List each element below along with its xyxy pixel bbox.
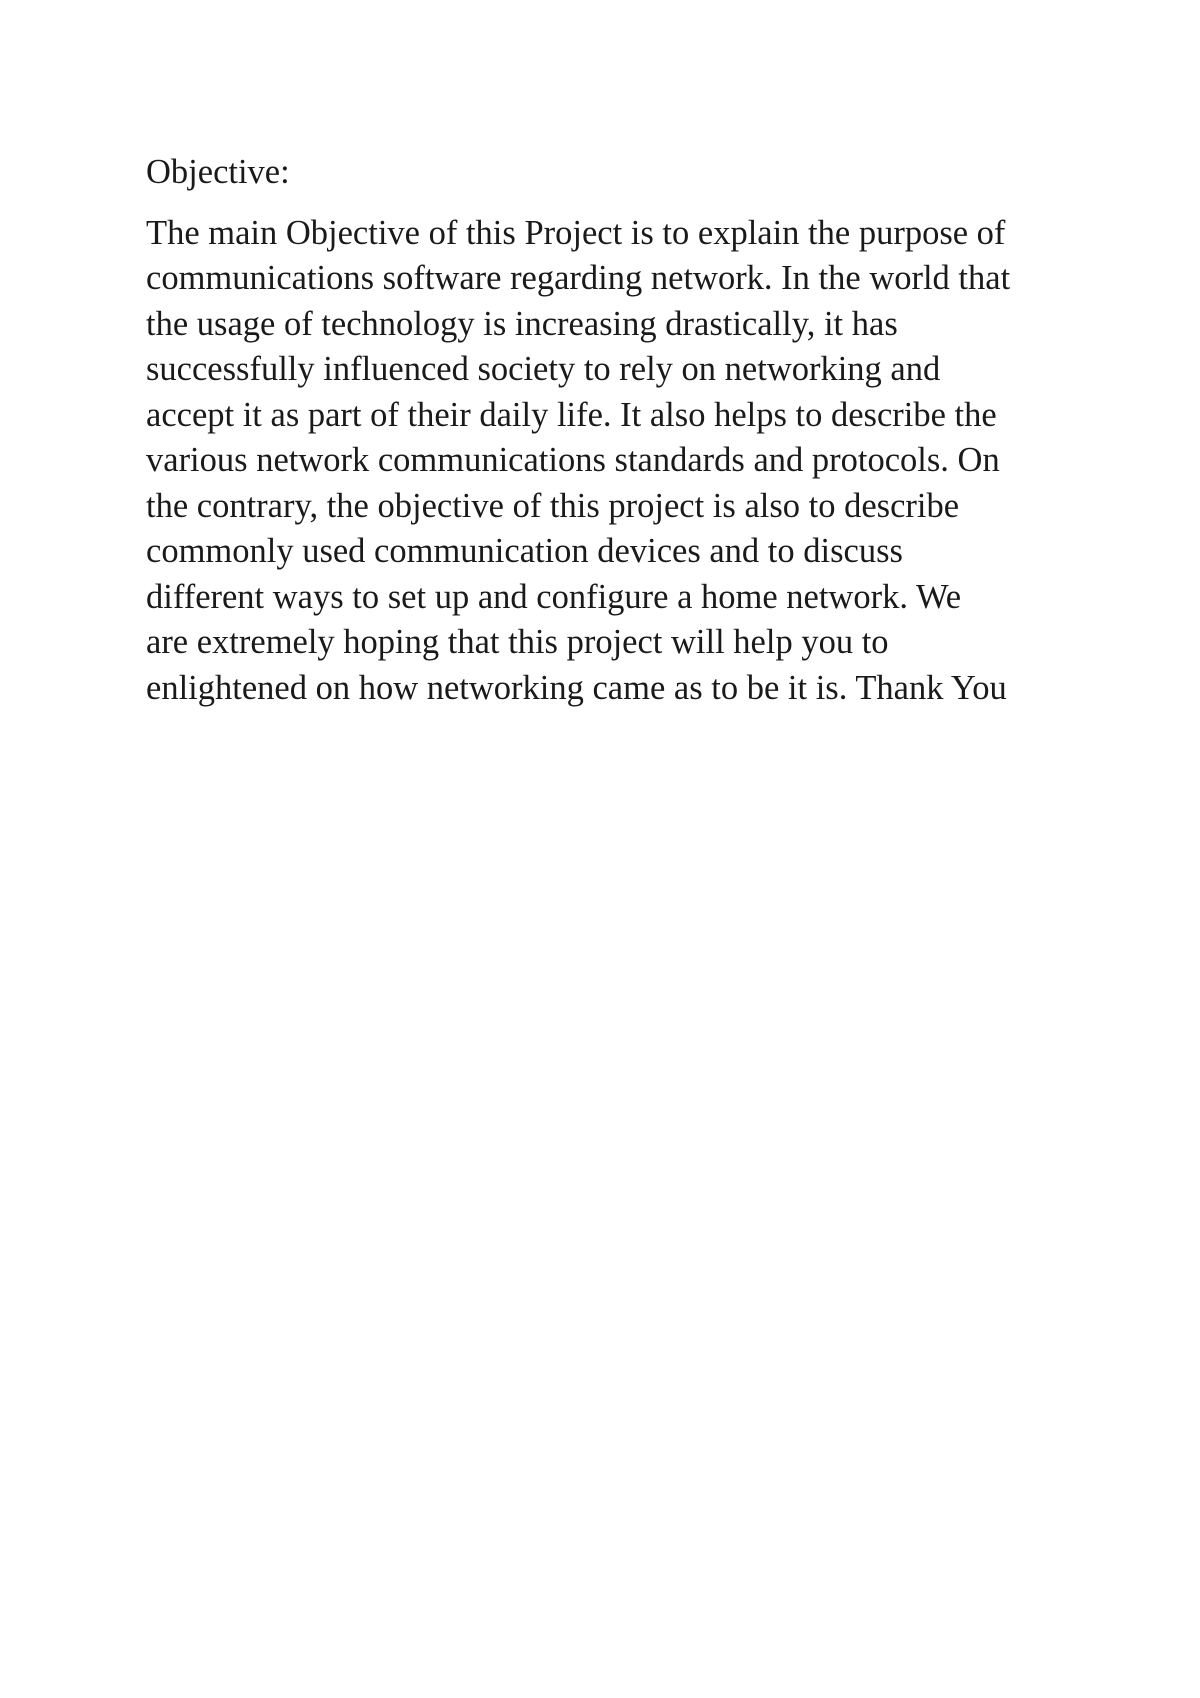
paragraph-line: various network communications standards and protocols. On [146, 441, 1000, 479]
document-body [146, 150, 1076, 711]
paragraph-line: different ways to set up and configure a home network. We [146, 577, 962, 616]
paragraph-line: communications software regarding network. In the world that [146, 259, 1011, 297]
paragraph-line: accept it as part of their daily life. It also helps to describe the [146, 395, 997, 434]
paragraph-line: The main Objective of this Project is to explain the purpose of [146, 213, 1006, 252]
paragraph-line: successfully influenced society to rely on networking and [146, 350, 941, 388]
paragraph-line: the contrary, the objective of this project is also to describe [146, 486, 960, 525]
paragraph-line: are extremely hoping that this project will help you to [146, 623, 889, 661]
objective-paragraph [146, 211, 1076, 712]
paragraph-line: the usage of technology is increasing drastically, it has [146, 304, 898, 343]
paragraph-line: commonly used communication devices and to discuss [146, 532, 903, 570]
section-heading: Objective: [146, 153, 290, 191]
paragraph-line: enlightened on how networking came as to be it is. Thank You [146, 668, 1007, 707]
